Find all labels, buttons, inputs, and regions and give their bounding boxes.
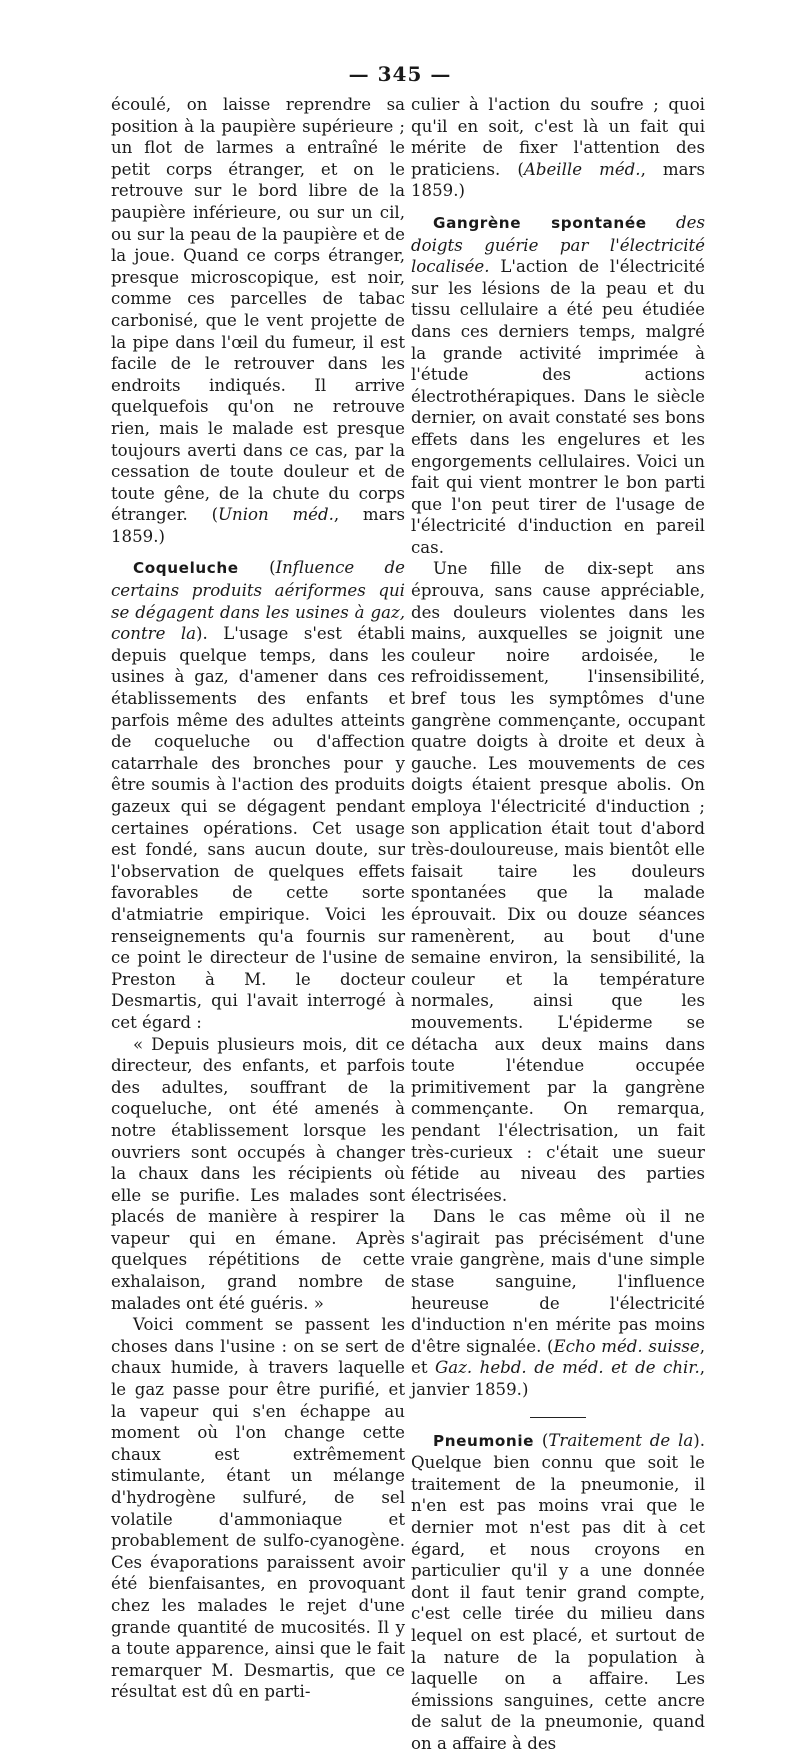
paragraph-text: culier à l'action du soufre ; quoi qu'il en soit, c'est là un fait qui mérite de fixer l'attention des praticiens. ( <box>411 95 705 179</box>
section-pneumonie <box>411 1430 705 1755</box>
paragraph-text: Dans le cas même où il ne s'agirait pas précisément d'une vraie gangrène, mais d'une simple stase sanguine, l'influence heureuse de l'électricité d'induction n'en mérite pas moins d'être signalée. ( <box>411 1207 705 1356</box>
section-heading-gangrene: Gangrène spontanée <box>433 213 647 232</box>
quote-paragraph: « Depuis plusieurs mois, dit ce directeur, des enfants, et parfois des adultes, souffrant de la coqueluche, ont été amenés à notre établissement lorsque les ouvriers sont occupés à changer la chaux dans les récipients où elle se purifie. Les malades sont placés de manière à respirer la vapeur qui en émane. Après quelques répétitions de cette exhalaison, grand nombre de malades ont été guéris. » <box>111 1034 405 1313</box>
right-column <box>411 94 705 1755</box>
paragraph-text: ). L'usage s'est établi depuis quelque temps, dans les usines à gaz, d'amener dans ces établissements des enfants et parfois même des adultes atteints de coqueluche ou d'affection catarrhale des bronches pour y être soumis à l'action des produits gazeux qui se dégagent pendant certaines opérations. Cet usage est fondé, sans aucun doute, sur l'observation de quelques effets favorables de cette sorte d'atmiatrie empirique. Voici les renseignements qu'a fournis sur ce point le directeur de l'usine de Preston à M. le docteur Desmartis, qui l'avait interrogé à cet égard : <box>111 624 405 1032</box>
paragraph-text: L'action de l'électricité sur les lésions de la peau et du tissu cellulaire a été peu étudiée dans ces derniers temps, malgré la grande activité imprimée à l'étude des actions électrothérapiques. Dans le siècle dernier, on avait constaté ses bons effets dans les engelures et les engorgements cellulaires. Voici un fait qui vient montrer le bon parti que l'on peut tirer de l'usage de l'électricité d'induction en pareil cas. <box>411 257 705 557</box>
source-citation: Abeille méd. <box>523 159 641 179</box>
source-citation: Union méd. <box>218 505 334 525</box>
left-column <box>111 94 405 1703</box>
open-paren: ( <box>238 558 276 578</box>
section-subtitle: Traitement de la <box>548 1430 694 1450</box>
section-gangrene <box>411 212 705 559</box>
paragraph-text: écoulé, on laisse reprendre sa position à la paupière supérieure ; un flot de larmes a entraîné le petit corps étranger, et on le retrouve sur le bord libre de la paupière inférieure, ou sur un cil, ou sur la peau de la paupière et de la joue. Quand ce corps étranger, presque microscopique, est noir, comme ces parcelles de tabac carbonisé, que le vent projette de la pipe dans l'œil du fumeur, il est facile de le retrouver dans les endroits indiqués. Il arrive quelquefois qu'on ne retrouve rien, mais le malade est presque toujours averti dans ce cas, par la cessation de toute douleur et de toute gêne, de la chute du corps étranger. ( <box>111 95 405 525</box>
paragraph-foreign-body <box>111 94 405 547</box>
citation-date: , mars 1859.) <box>411 159 705 201</box>
paragraph-continuation <box>411 94 705 202</box>
section-subtitle: Influence de certains produits aériformes qui se dégagent dans les usines à gaz, contre la <box>111 558 405 644</box>
source-citation-2: Gaz. hebd. de méd. et de chir. <box>435 1358 700 1378</box>
citation-date: , mars 1859.) <box>111 505 405 546</box>
source-citation: Echo méd. suisse <box>553 1336 700 1356</box>
page-number: — 345 — <box>348 62 452 86</box>
section-heading-coqueluche: Coqueluche <box>133 559 239 578</box>
paragraph-text: ). Quelque bien connu que soit le traitement de la pneumonie, il n'en est pas moins vrai que le dernier mot n'est pas dit à cet égard, et nous croyons en particulier qu'il y a une donnée dont il faut tenir grand compte, c'est celle tirée du milieu dans lequel on est placé, et surtout de la nature de la population à laquelle on a affaire. Les émissions sanguines, cette ancre de salut de la pneumonie, quand on a affaire à des <box>411 1430 706 1753</box>
paragraph-case: Une fille de dix-sept ans éprouva, sans cause appréciable, des douleurs violentes dans les mains, auxquelles se joignit une couleur noire ardoisée, le refroidissement, l'insensibilité, bref tous les symptômes d'une gangrène commençante, occupant quatre doigts à droite et deux à gauche. Les mouvements de ces doigts étaient presque abolis. On employa l'électricité d'induction ; son application était tout d'abord très-douloureuse, mais bientôt elle faisait taire les douleurs spontanées que la malade éprouvait. Dix ou douze séances ramenèrent, au bout d'une semaine environ, la sensibilité, la couleur et la température normales, ainsi que les mouvements. L'épiderme se détacha aux deux mains dans toute l'étendue occupée primitivement par la gangrène commençante. On remarqua, pendant l'électrisation, un fait très-curieux : c'était une sueur fétide au niveau des parties électrisées. <box>411 559 705 1205</box>
citation-date: , janvier 1859.) <box>411 1358 705 1400</box>
paragraph-usine: Voici comment se passent les choses dans l'usine : on se sert de chaux humide, à travers laquelle le gaz passe pour être purifié, et la vapeur qui s'en échappe au moment où l'on change cette chaux est extrêmement stimulante, étant un mélange d'hydrogène sulfuré, de sel volatile d'ammoniaque et probablement de sulfo-cyanogène. Ces évaporations paraissent avoir été bienfaisantes, en provoquant chez les malades le rejet d'une grande quantité de mucosités. Il y a toute apparence, ainsi que le fait remarquer M. Desmartis, que ce résultat est dû en parti- <box>111 1315 405 1702</box>
section-heading-pneumonie: Pneumonie <box>433 1431 535 1450</box>
paragraph-conclusion <box>411 1206 705 1400</box>
section-divider <box>530 1417 586 1418</box>
section-coqueluche <box>111 557 405 1033</box>
open-paren: ( <box>534 1430 549 1450</box>
citation-join: , et <box>411 1336 705 1378</box>
section-subtitle: des doigts guérie par l'électricité localisée. <box>411 212 706 277</box>
